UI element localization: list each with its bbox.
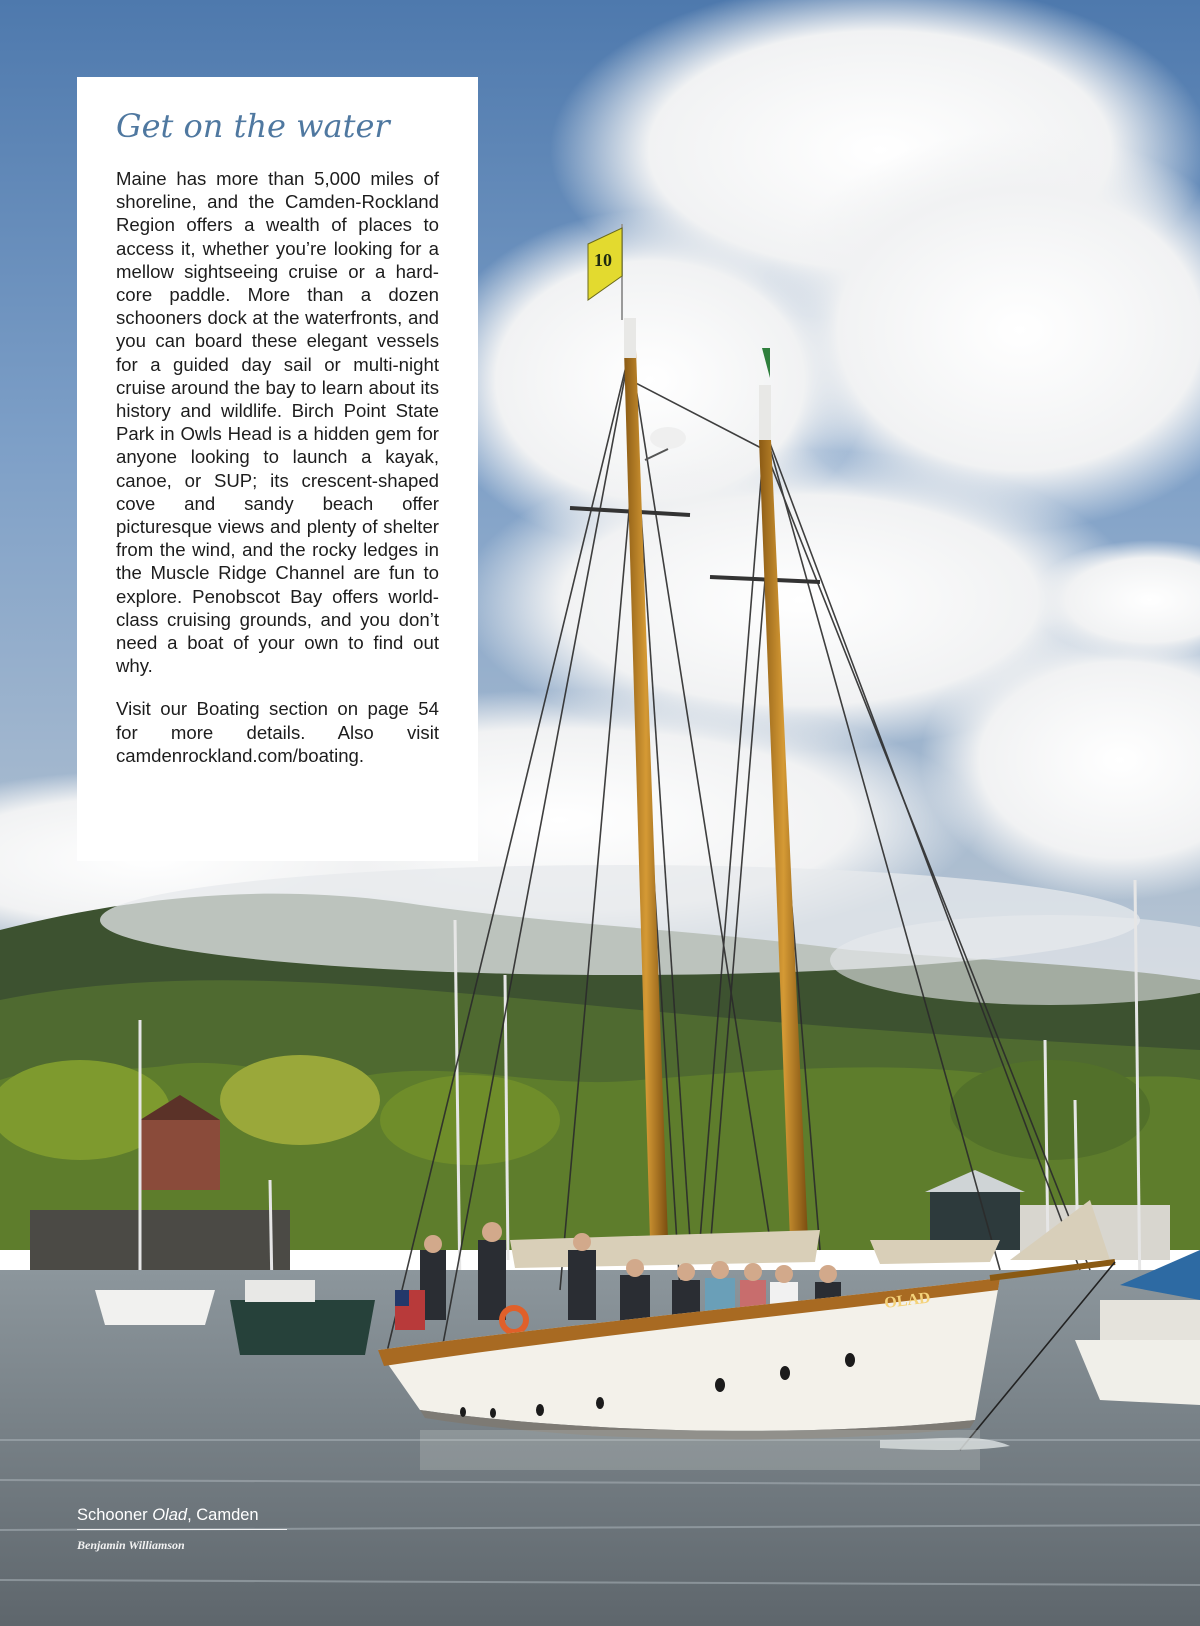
caption-prefix: Schooner [77, 1506, 153, 1524]
article-paragraph: Visit our Boating section on page 54 for more details. Also visit camdenrockland.com/boating. [116, 698, 439, 766]
photo-caption [77, 1506, 287, 1530]
flag-number: 10 [594, 250, 612, 270]
caption-suffix: , Camden [187, 1506, 259, 1524]
hull-name: OLAD [883, 1289, 932, 1312]
article-paragraph: Maine has more than 5,000 miles of shoreline, and the Camden-Rockland Region offers a wealth of places to access it, whether you’re looking for a mellow sightseeing cruise or a hard-core paddle. More than a dozen schooners dock at the waterfronts, and you can board these elegant vessels for a guided day sail or multi-night cruise around the bay to learn about its history and wildlife. Birch Point State Park in Owls Head is a hidden gem for anyone looking to launch a kayak, canoe, or SUP; its crescent-shaped cove and sandy beach offer picturesque views and plenty of shelter from the wind, and the rocky ledges in the Muscle Ridge Channel are fun to explore. Penobscot Bay offers world-class cruising grounds, and you don’t need a boat of your own to find out why. [116, 168, 439, 677]
caption-vessel: Olad [152, 1506, 188, 1524]
article-title: Get on the water [116, 107, 390, 145]
photo-credit: Benjamin Williamson [77, 1538, 185, 1552]
article-panel [77, 77, 478, 861]
